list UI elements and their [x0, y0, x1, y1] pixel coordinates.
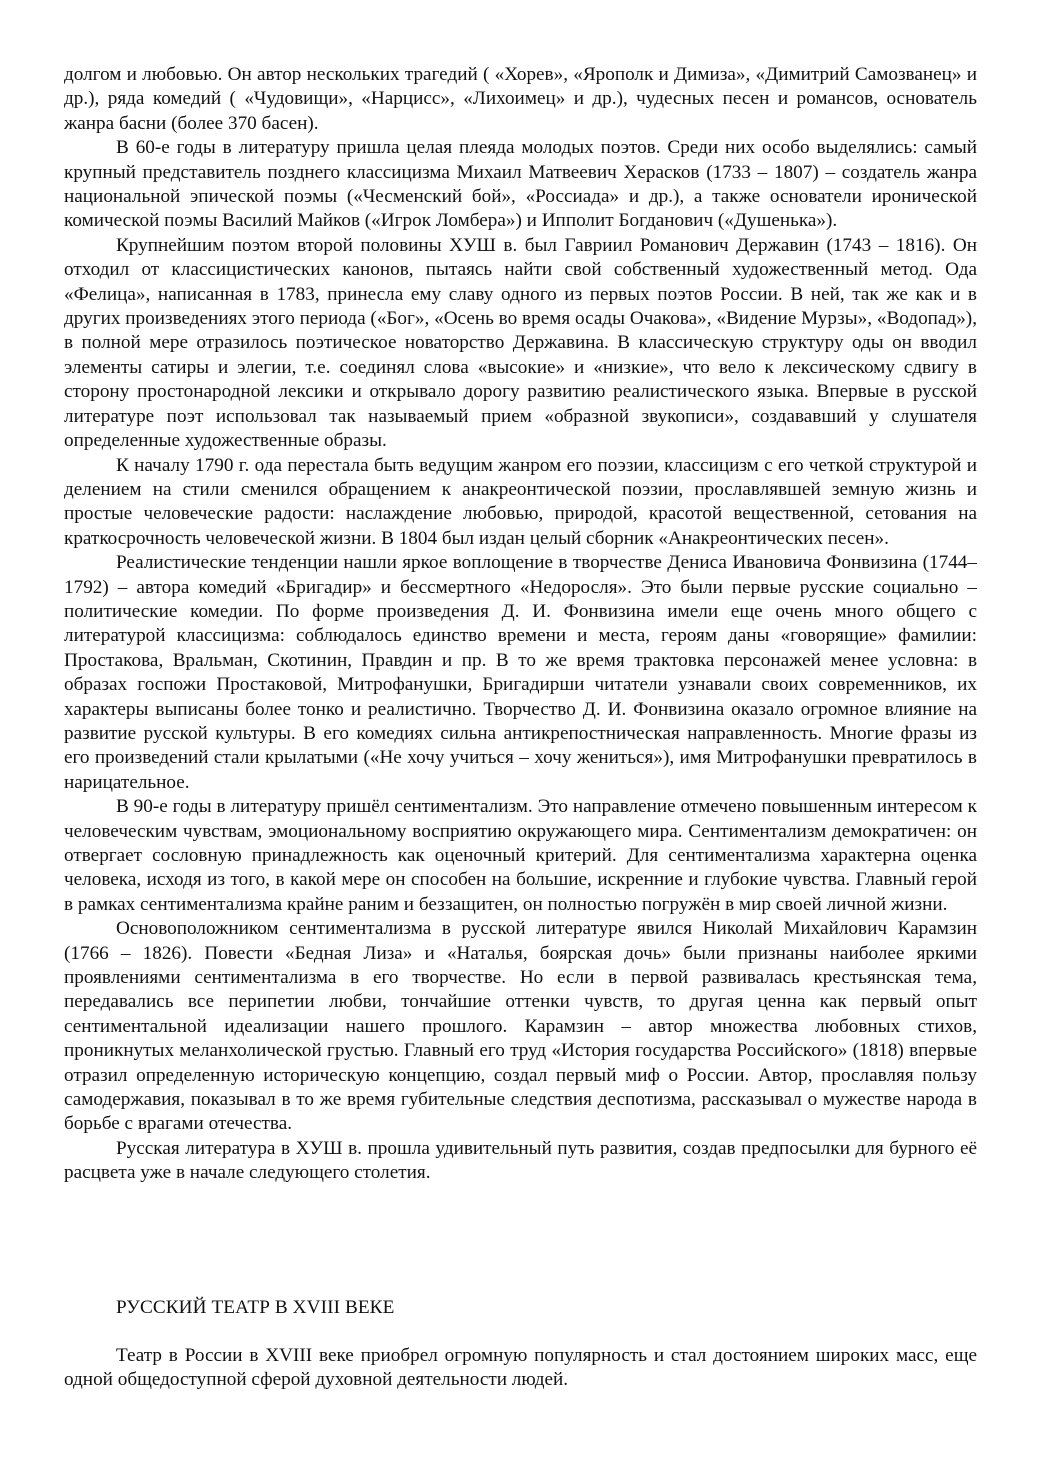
- paragraph-sentimentalism: В 90-е годы в литературу пришёл сентиментализм. Это направление отмечено повышенным интересом к человеческим чувствам, эмоциональному восприятию окружающего мира. Сентиментализм демократичен: он отвергает сословную принадлежность как оценочный критерий. Для сентиментализма характерна оценка человека, исходя из того, в какой мере он способен на большие, искренние и глубокие чувства. Главный герой в рамках сентиментализма крайне раним и беззащитен, он полностью погружён в мир своей личной жизни.: [64, 796, 977, 915]
- section-heading: РУССКИЙ ТЕАТР В XVIII ВЕКЕ: [116, 1297, 395, 1318]
- paragraph-fonvizin: Реалистические тенденции нашли яркое воплощение в творчестве Дениса Ивановича Фонвизина (1744–1792) – автора комедий «Бригадир» и бессмертного «Недоросля». Это были первые русские социально – политические комедии. По форме произведения Д. И. Фонвизина имели еще очень много общего с литературой классицизма: соблюдалось единство времени и места, героям даны «говорящие» фамилии: Простакова, Вральман, Скотинин, Правдин и пр. В то же время трактовка персонажей менее условна: в образах госпожи Простаковой, Митрофанушки, Бригадирши читатели узнавали своих современников, их характеры выписаны более тонко и реалистично. Творчество Д. И. Фонвизина оказало огромное влияние на развитие русской культуры. В его комедиях сильна антикрепостническая направленность. Многие фразы из его произведений стали крылатыми («Не хочу учиться – хочу жениться»), имя Митрофанушки превратилось в нарицательное.: [64, 552, 977, 793]
- paragraph-conclusion: Русская литература в ХУШ в. прошла удивительный путь развития, создав предпосылки для бурного её расцвета уже в начале следующего столетия.: [64, 1137, 977, 1184]
- paragraph-anacreontic: К началу 1790 г. ода перестала быть ведущим жанром его поэзии, классицизм с его четкой структурой и делением на стили сменился обращением к анакреонтической поэзии, прославлявшей земную жизнь и простые человеческие радости: наслаждение любовью, природой, красотой вещественной, сетования на краткосрочность человеческой жизни. В 1804 был издан целый сборник «Анакреонтических песен».: [64, 454, 977, 549]
- paragraph-karamzin: Основоположником сентиментализма в русской литературе явился Николай Михайлович Карамзин (1766 – 1826). Повести «Бедная Лиза» и «Наталья, боярская дочь» были признаны наиболее яркими проявлениями сентиментализма в его творчестве. Но если в первой развивалась крестьянская тема, передавались все перипетии любви, тончайшие оттенки чувств, то другая ценна как первый опыт сентиментальной идеализации нашего прошлого. Карамзин – автор множества любовных стихов, проникнутых меланхолической грустью. Главный его труд «История государства Российского» (1818) впервые отразил определенную историческую концепцию, создал первый миф о России. Автор, прославляя пользу самодержавия, показывал в то же время губительные следствия деспотизма, рассказывал о мужестве народа в борьбе с врагами отечества.: [64, 918, 977, 1135]
- paragraph-continuation: долгом и любовью. Он автор нескольких трагедий ( «Хорев», «Ярополк и Димиза», «Димитрий Самозванец» и др.), ряда комедий ( «Чудовищи», «Нарцисс», «Лихоимец» и др.), чудесных песен и романсов, основатель жанра басни (более 370 басен).: [64, 64, 977, 134]
- body-text: [64, 63, 977, 1186]
- paragraph-derzhavin: Крупнейшим поэтом второй половины ХУШ в. был Гавриил Романович Державин (1743 – 1816). Он отходил от классицистических канонов, пытаясь найти свой собственный художественный метод. Ода «Фелица», написанная в 1783, принесла ему славу одного из первых поэтов России. В ней, так же как и в других произведениях этого периода («Бог», «Осень во время осады Очакова», «Видение Мурзы», «Водопад»), в полной мере отразилось поэтическое новаторство Державина. В классическую структуру оды он вводил элементы сатиры и элегии, т.е. соединял слова «высокие» и «низкие», что вело к лексическому сдвигу в сторону простонародной лексики и открывало дорогу развитию реалистического языка. Впервые в русской литературе поэт использовал так называемый прием «образной звукописи», создававший у слушателя определенные художественные образы.: [64, 234, 977, 452]
- paragraph-kheraskov: В 60-е годы в литературу пришла целая плеяда молодых поэтов. Среди них особо выделялись: самый крупный представитель позднего классицизма Михаил Матвеевич Херасков (1733 – 1807) – создатель жанра национальной эпической поэмы («Чесменский бой», «Россиада» и др.), а также основатели иронической комической поэмы Василий Майков («Игрок Ломбера») и Ипполит Богданович («Душенька»).: [64, 137, 977, 232]
- section-body: [64, 1344, 977, 1393]
- paragraph-theatre: Театр в России в XVIII веке приобрел огромную популярность и стал достоянием широких масс, еще одной общедоступной сферой духовной деятельности людей.: [64, 1345, 977, 1391]
